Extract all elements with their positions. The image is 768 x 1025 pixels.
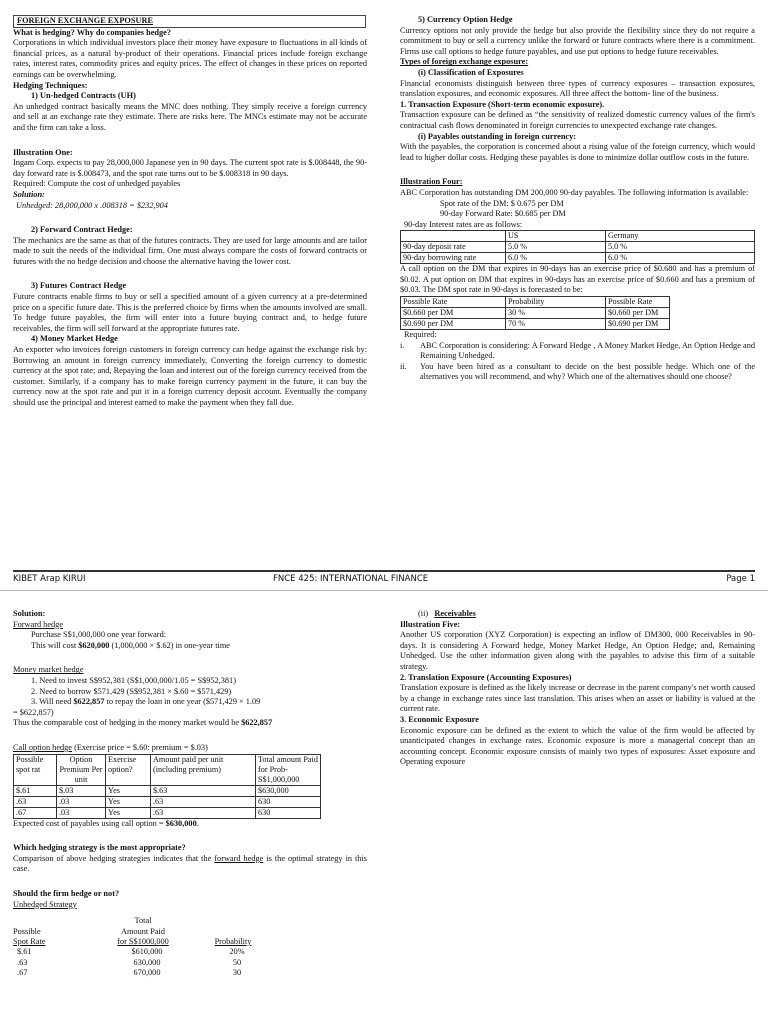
table-cell: 6.0 % [506,253,606,264]
illustration-heading: Illustration Four: [400,177,463,187]
subheading: Call option hedge (Exercise price = $.60: premium = $.03) [13,742,208,752]
table-cell: 50 [232,957,242,967]
table-cell: 6.0 % [606,253,755,264]
document-page-2 [0,590,768,1025]
table-cell: Germany [606,231,755,242]
table-cell: for S$1000,000 [117,936,169,946]
paragraph: Transaction exposure can be defined as “the sensitivity of realized domestic currency values of the firm's contractual cash flows denominated in foreign currencies to unexpected exchange rate changes. [400,110,755,130]
list-item [400,341,755,362]
table-row [401,308,670,319]
subheading: 3. Economic Exposure [400,714,479,724]
technique-heading: 4) Money Market Hedge [31,334,118,344]
table-cell: .03 [57,807,106,818]
paragraph: Corporations in which individual investors place their money have exposure to fluctuations in all kinds of financial prices, as a natural by-product of their operations. Financial prices include foreign exchange rates, interest rates, commodity prices and equity prices. The effect of changes in these prices on reported earnings can be overwhelming. [13,38,367,79]
subheading: (ii) Receivables [418,609,476,618]
table-cell: Probability [214,936,252,946]
table-cell: 630 [256,796,321,807]
technique-heading: 5) Currency Option Hedge [418,15,513,24]
calc-line: Expected cost of payables using call option = $630,000. [13,818,199,828]
interest-rate-table [400,230,755,264]
paragraph: An exporter who invoices foreign customers in foreign currency can hedge against the exchange risk by: Borrowing an amount in foreign currency immediately, Converting the foreign currency to domestic currency at the spot rate; and, Repaying the loan and interest out of the foreign currency received from the customer. Similarly, if a company has to make foreign currency payment in the future, it can buy the currency now at the spot rate and put it in a foreign currency deposit account. Eventually the company should use the principal and interest earned to make the payment when they fall due. [13,345,367,407]
page-footer [13,570,755,584]
paragraph: Translation exposure is defined as the likely increase or decrease in the parent company's net worth caused by a change in exchange rates since last translation. This arises when an asset or liability is valued at the current rate. [400,683,755,714]
calc-line: 2. Need to borrow $571,429 (S$952,381 × $.60 = $571,429) [31,686,232,696]
footer-page-number: Page 1 [726,574,755,584]
paragraph: Ingam Corp. expects to pay 28,000,000 Japanese yen in 90 days. The current spot rate is $.008448, the 90-day forward rate is $.008473, and the spot rate turns out to be $.008318 in 90 days. [13,158,367,178]
subheading: (i) Classification of Exposures [418,67,524,77]
table-cell: .67 [17,968,28,978]
calc-line: Purchase S$1,000,000 one year forward: [31,630,167,640]
solution-heading: Solution: [13,609,46,618]
table-cell: .63 [17,957,28,967]
table-cell: Probability [506,297,606,308]
table-cell: $.61 [17,947,32,957]
call-option-table [13,754,321,819]
table-cell: 5.0 % [506,242,606,253]
subheading: Hedging Techniques: [13,80,88,90]
paragraph: Another US corporation (XYZ Corporation) is expecting an inflow of DM300, 000 Receivables in 90-days. It is considering A Forward hedge, Money Market Hedge, An Option Hedge; and, Remaining Unhedged. Use the other information given along with the payables to advise this firm of a suitable strategy. [400,630,755,671]
paragraph: Economic exposure can be defined as the extent to which the value of the firm would be affected by unanticipated changes in exchange rates. Economic exposure is more a managerial concept than an accounting concept. Economic exposure consists of mainly two types of exposures: Asset exposure and Operating exposure [400,725,755,767]
table-cell: Yes [106,796,151,807]
subheading: Unhedged Strategy [13,899,77,909]
table-cell: $0.660 per DM [401,308,506,319]
table-cell: .63 [151,796,256,807]
subheading: Which hedging strategy is the most appropriate? [13,843,186,853]
illustration-heading: Illustration One: [13,147,73,157]
subheading: Should the firm hedge or not? [13,888,120,898]
paragraph: ABC Corporation has outstanding DM 200,000 90-day payables. The following information is available: [400,187,749,197]
table-cell: $.63 [151,785,256,796]
table-cell: .67 [14,807,57,818]
table-cell [203,916,263,926]
table-cell: 630 [256,807,321,818]
paragraph: Financial economists distinguish between three types of currency exposures – transaction exposures, translation exposures, and economic exposures. All three affect the bottom- line of the business. [400,78,755,99]
required-heading: Required: [404,330,437,340]
table-cell: $630,000 [256,785,321,796]
table-cell [203,927,263,937]
table-cell: Possible [13,926,41,936]
table-cell: 90-day deposit rate [401,242,506,253]
table-cell: .63 [151,807,256,818]
table-cell: $0.690 per DM [401,319,506,330]
table-cell: $0.660 per DM [606,308,670,319]
list-item [400,362,755,383]
subheading: 1. Transaction Exposure (Short-term economic exposure). [400,99,605,109]
table-cell: Total amount Paid for Prob-S$1,000,000 [256,754,321,785]
page2-left-column [13,609,367,979]
footer-author: KIBET Arap KIRUI [13,574,86,584]
table-cell: $.03 [57,785,106,796]
paragraph: A call option on the DM that expires in 90-days has an exercise price of $0.680 and has a premium of $0.02. A put option on DM that expires in 90-days has an exercise price of $0.660 and has a premium of $0.03. The DM spot rate in 90-days is forecasted to be: [400,264,755,295]
calc-line: This will cost $620,000 (1,000,000 × $.62) in one-year time [31,640,230,650]
table-cell: 30 % [506,308,606,319]
section-title: FOREIGN EXCHANGE EXPOSURE [13,15,366,28]
table-cell: 30 [232,968,242,978]
required-line: Required: Compute the cost of unhedged payables [13,179,181,189]
table-cell: Yes [106,807,151,818]
table-row [14,785,321,796]
rate-line: 90-day Interest rates are as follows: [404,219,523,229]
table-cell: Yes [106,785,151,796]
table-cell: .03 [57,796,106,807]
table-row [14,796,321,807]
rate-line: 90-day Forward Rate: $0.685 per DM [440,209,566,219]
unhedged-table [13,916,367,978]
subheading: Forward hedge [13,619,63,629]
probability-table [400,296,670,330]
calc-line: 3. Will need $622,857 to repay the loan in one year ($571,429 × 1.09 [31,697,261,707]
table-cell: 70 % [506,319,606,330]
table-row [14,807,321,818]
table-cell: Option Premium Per unit [57,754,106,785]
table-cell: 5.0 % [606,242,755,253]
page2-right-column [400,609,755,768]
table-cell: Possible Rate [401,297,506,308]
table-cell: 630,000 [133,957,161,967]
technique-heading: 2) Forward Contract Hedge: [31,225,133,235]
table-cell: Amount paid per unit (including premium) [151,754,256,785]
technique-heading: 1) Un-hedged Contracts (UH) [31,91,136,101]
paragraph: Currency options not only provide the hedge but also provide the flexibility since they do not require a commitment to buy or sell a currency unlike the forward or future contracts where there is a commitment. Firms use call options to hedge future payables, and use put options to hedge future receivables. [400,25,755,56]
table-cell: 20% [229,947,245,957]
solution-heading: Solution: [13,189,45,199]
question-heading: What is hedging? Why do companies hedge? [13,27,171,37]
table-cell [13,916,83,926]
paragraph: Comparison of above hedging strategies indicates that the forward hedge is the optimal strategy in this case. [13,853,367,874]
table-cell: $610,000 [131,947,163,957]
paragraph: An unhedged contract basically means the MNC does nothing. They simply receive a foreign currency and sell at an exchange rate they estimate. There are risks here. The MNCs estimate may not be accurate and the firm can take a loss. [13,101,367,132]
solution-line: Unhedged: 28,000,000 x .008318 = $232,904 [16,200,168,210]
page1-right-column [400,15,755,383]
table-cell [401,231,506,242]
calc-line: = $622,857) [13,707,54,717]
illustration-heading: Illustration Five: [400,619,461,629]
calc-line: Thus the comparable cost of hedging in the money market would be $622,857 [13,718,273,728]
table-row [13,968,367,978]
table-cell: 670,000 [133,968,161,978]
list-text: ABC Corporation is considering: A Forward Hedge , A Money Market Hedge, An Option Hedge and Remaining Unhedged. [420,340,755,361]
table-row [401,253,755,264]
table-cell: Exercise option? [106,754,151,785]
table-cell: Total [134,916,152,926]
table-cell: US [506,231,606,242]
subheading: Types of foreign exchange exposure: [400,57,529,67]
list-marker: ii. [400,361,407,371]
paragraph: The mechanics are the same as that of the futures contracts. They are used for large amounts and are tailor made to suit the needs of the individual firm. One must always compare the costs of forward contracts or futures with the no hedge decision and choose the alternative having the lower cost. [13,235,367,266]
subheading: (i) Payables outstanding in foreign currency: [418,131,577,141]
table-cell: 90-day borrowing rate [401,253,506,264]
list-text: You have been hired as a consultant to decide on the best possible hedge. Which one of the alternatives you will recommend, and why? Which one of the alternatives should one choose? [420,361,755,382]
footer-course: FNCE 425: INTERNATIONAL FINANCE [273,574,429,584]
table-row [13,958,367,968]
list-marker: i. [400,340,405,350]
subheading: 2. Translation Exposure (Accounting Exposures) [400,672,572,682]
rate-line: Spot rate of the DM: $ 0.675 per DM [440,198,564,208]
table-cell: Amount Paid [120,926,166,936]
table-cell: $.61 [14,785,57,796]
table-row [13,947,367,957]
table-cell: .63 [14,796,57,807]
table-cell: Possible spot rat [14,754,57,785]
table-row [401,319,670,330]
page1-left-column [13,15,367,409]
paragraph: Future contracts enable firms to buy or sell a specified amount of a given currency at a pre-determined price on a specific future date. This is the preferred choice by firms when the amounts involved are small. To hedge future payables, the firm will enter into a future buying contract and, to hedge future receivables, the firm will sell forward at the appropriate futures rate. [13,292,367,333]
table-row [401,242,755,253]
table-cell: Spot Rate [13,936,46,946]
paragraph: With the payables, the corporation is concerned about a rising value of the foreign currency, which would lead to higher dollar costs. Hedging these payables is done to minimize dollar outflow costs in the future. [400,142,755,162]
table-cell: $0.690 per DM [606,319,670,330]
subheading: Money market hedge [13,665,84,675]
calc-line: 1. Need to invest S$952,381 (S$1,000,000/1.05 = S$952,381) [31,675,236,685]
table-cell: Possible Rate [606,297,670,308]
technique-heading: 3) Futures Contract Hedge [31,281,127,291]
